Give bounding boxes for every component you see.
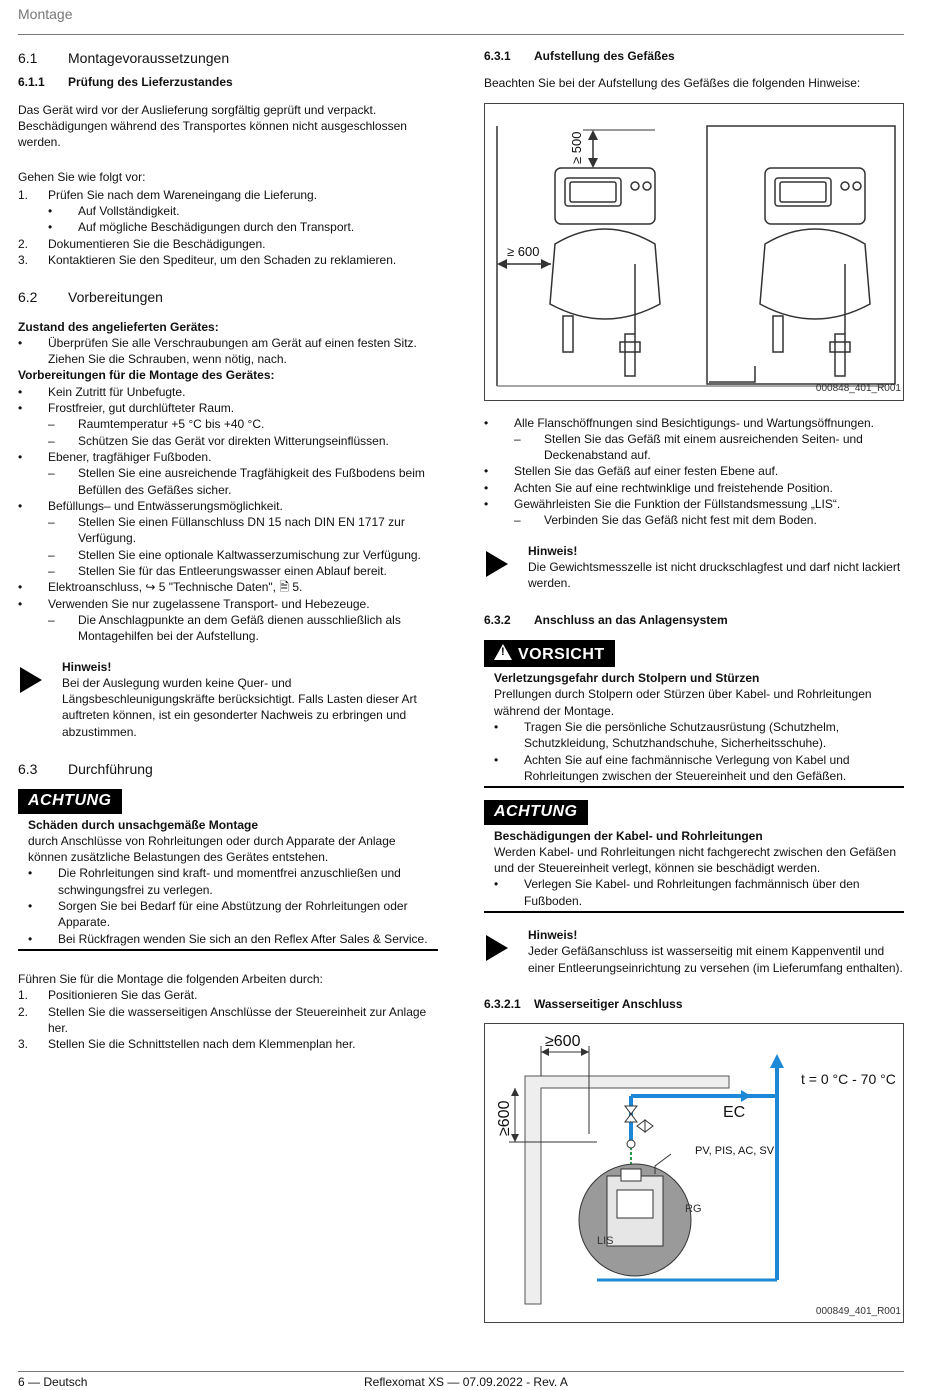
list-item: • Befüllungs– und Entwässerungsmöglichkeit. xyxy=(18,498,283,513)
section-6-2-heading xyxy=(18,289,438,305)
paragraph: Gehen Sie wie folgt vor: xyxy=(18,170,146,185)
footer-page: 6 — Deutsch xyxy=(18,1375,88,1389)
paragraph: Beachten Sie bei der Aufstellung des Gefäßes die folgenden Hinweise: xyxy=(484,76,861,91)
dim-top-label: ≥ 500 xyxy=(569,131,584,164)
caution-text: Prellungen durch Stolpern oder Stürzen über Kabel- und Rohrleitungen während der Montage. xyxy=(494,687,872,718)
hint-box xyxy=(484,543,904,592)
cross-reference-link[interactable]: Elektroanschluss, ↪ 5 "Technische Daten", 🗎 5. xyxy=(48,580,303,595)
header-divider xyxy=(18,34,904,35)
rg-label: RG xyxy=(685,1203,702,1216)
bullet-list xyxy=(484,415,904,431)
sub-list xyxy=(18,203,438,236)
warning-title: Beschädigungen der Kabel- und Rohrleitungen xyxy=(494,828,763,843)
ec-label: EC xyxy=(723,1104,746,1122)
section-title: Montagevoraussetzungen xyxy=(68,50,230,66)
dim-side-label: ≥ 600 xyxy=(507,243,540,259)
figure-vessel-placement xyxy=(484,103,904,401)
list-item: – Schützen Sie das Gerät vor direkten Witterungseinflüssen. xyxy=(48,433,389,448)
steps-list xyxy=(18,987,438,1052)
hint-box xyxy=(484,927,904,976)
hint-text: Bei der Auslegung wurden keine Quer- und Längsbeschleunigungskräfte berücksichtigt. Falls Lasten dieser Art auftreten können, ist ein gesonderter Nachweis zu erbringen und abzustimmen. xyxy=(62,675,417,739)
lis-label: LIS xyxy=(597,1235,614,1248)
section-title: Anschluss an das Anlagensystem xyxy=(534,612,728,627)
hint-title: Hinweis! xyxy=(528,928,578,943)
footer-divider xyxy=(18,1371,904,1372)
list-item: • Achten Sie auf eine fachmännische Verlegung von Kabel und Rohrleitungen zwischen der Steuereinheit und den Gefäßen. xyxy=(494,752,850,783)
subheading: Zustand des angelieferten Gerätes: xyxy=(18,319,219,334)
section-title: Vorbereitungen xyxy=(68,289,163,306)
left-column xyxy=(18,48,438,1052)
section-6-3-2-heading xyxy=(484,612,904,628)
list-item: • Stellen Sie das Gefäß auf einer festen Ebene auf. xyxy=(484,464,779,479)
section-6-3-2-1-heading xyxy=(484,996,904,1012)
footer-doc: Reflexomat XS — 07.09.2022 - Rev. A xyxy=(364,1375,568,1389)
list-item: • Achten Sie auf eine rechtwinklige und freistehende Position. xyxy=(484,480,833,495)
steps-list xyxy=(18,187,438,203)
section-number: 6.3.2 xyxy=(484,612,511,627)
subheading: Vorbereitungen für die Montage des Gerätes: xyxy=(18,368,275,383)
list-item: • Gewährleisten Sie die Funktion der Füllstandsmessung „LIS“. xyxy=(484,497,841,512)
sub-list xyxy=(484,431,904,464)
list-item: – Raumtemperatur +5 °C bis +40 °C. xyxy=(48,417,265,432)
list-item: – Die Anschlagpunkte an dem Gefäß dienen ausschließlich als Montagehilfen bei der Aufstellung. xyxy=(48,612,401,644)
section-number: 6.1.1 xyxy=(18,75,45,90)
hint-title: Hinweis! xyxy=(528,543,578,558)
bullet-list xyxy=(18,449,438,465)
section-number: 6.3 xyxy=(18,760,38,777)
steps-list xyxy=(18,236,438,269)
list-item: 1. Positionieren Sie das Gerät. xyxy=(18,988,198,1003)
list-item: • Elektroanschluss, ↪ 5 "Technische Daten", 🗎 5. xyxy=(18,580,303,595)
section-number: 6.3.1 xyxy=(484,49,511,63)
water-connection-drawing xyxy=(485,1024,903,1322)
list-item: – Stellen Sie einen Füllanschluss DN 15 nach DIN EN 1717 zur Verfügung. xyxy=(48,515,405,546)
warning-text: durch Anschlüsse von Rohrleitungen oder durch Apparate der Anlage können zusätzliche Belastungen des Gerätes entstehen. xyxy=(28,833,396,865)
section-6-3-heading xyxy=(18,761,438,777)
sub-list xyxy=(18,465,438,498)
figure-caption: 000848_401_R001 xyxy=(815,383,901,395)
list-item: 1. Prüfen Sie nach dem Wareneingang die Lieferung. xyxy=(18,187,318,202)
bullet-list xyxy=(18,498,438,514)
connection-label: PV, PIS, AC, SV xyxy=(695,1145,775,1158)
bullet-list xyxy=(484,463,904,512)
list-item: • Verwenden Sie nur zugelassene Transport- und Hebezeuge. xyxy=(18,596,370,611)
warning-box xyxy=(484,800,904,913)
list-item: • Ebener, tragfähiger Fußboden. xyxy=(18,449,212,464)
list-item: – Verbinden Sie das Gefäß nicht fest mit dem Boden. xyxy=(514,513,817,528)
list-item: • Kein Zutritt für Unbefugte. xyxy=(18,384,186,399)
list-item: • Bei Rückfragen wenden Sie sich an den Reflex After Sales & Service. xyxy=(28,931,428,946)
sub-list xyxy=(18,416,438,449)
list-item: • Auf mögliche Beschädigungen durch den Transport. xyxy=(48,220,355,235)
list-item: 3. Stellen Sie die Schnittstellen nach dem Klemmenplan her. xyxy=(18,1037,356,1052)
paragraph: Das Gerät wird vor der Auslieferung sorgfältig geprüft und verpackt. Beschädigungen während des Transportes können nicht ausgeschlossen werden. xyxy=(18,102,407,150)
warning-title: Schäden durch unsachgemäße Montage xyxy=(28,817,259,832)
warning-badge: ACHTUNG xyxy=(484,800,588,824)
hint-box xyxy=(18,659,438,740)
list-item: • Tragen Sie die persönliche Schutzausrüstung (Schutzhelm, Schutzkleidung, Schutzhandschuhe, Sicherheitsschuhe). xyxy=(494,720,840,751)
section-title: Aufstellung des Gefäßes xyxy=(534,49,675,63)
list-item: • Die Rohrleitungen sind kraft- und momentfrei anzuschließen und schwingungsfrei zu verlegen. xyxy=(28,866,401,897)
section-number: 6.1 xyxy=(18,50,38,66)
list-item: 2. Stellen Sie die wasserseitigen Anschlüsse der Steuereinheit zur Anlage her. xyxy=(18,1004,427,1035)
bullet-list xyxy=(494,719,904,784)
sub-list xyxy=(18,612,438,645)
list-item: – Stellen Sie eine ausreichende Tragfähigkeit des Fußbodens beim Befüllen des Gefäßes sicher. xyxy=(48,466,425,497)
hint-text: Die Gewichtsmesszelle ist nicht druckschlagfest und darf nicht lackiert werden. xyxy=(528,559,901,591)
hint-arrow-icon xyxy=(486,935,508,961)
section-6-3-1-heading xyxy=(484,48,904,64)
warning-box xyxy=(18,789,438,951)
hint-arrow-icon xyxy=(20,667,42,693)
section-number: 6.3.2.1 xyxy=(484,996,521,1011)
sub-list xyxy=(18,514,438,579)
hint-text: Jeder Gefäßanschluss ist wasserseitig mit einem Kappenventil und einer Entleerungseinrichtung zu versehen (im Lieferumfang enthalten). xyxy=(528,944,903,975)
hint-arrow-icon xyxy=(486,551,508,577)
figure-water-connection xyxy=(484,1023,904,1323)
section-title: Prüfung des Lieferzustandes xyxy=(68,75,233,90)
right-column xyxy=(484,48,904,1323)
bullet-list xyxy=(18,335,438,368)
section-title: Wasserseitiger Anschluss xyxy=(534,996,683,1011)
caution-badge: ! VORSICHT xyxy=(484,640,615,667)
section-title: Durchführung xyxy=(68,760,153,777)
list-item: – Stellen Sie das Gefäß mit einem ausreichenden Seiten- und Deckenabstand auf. xyxy=(514,431,863,463)
list-item: • Auf Vollständigkeit. xyxy=(48,204,180,219)
bullet-list xyxy=(18,579,438,612)
caution-title: Verletzungsgefahr durch Stolpern und Stürzen xyxy=(494,671,760,686)
list-item: • Frostfreier, gut durchlüfteter Raum. xyxy=(18,401,235,416)
list-item: • Sorgen Sie bei Bedarf für eine Abstützung der Rohrleitungen oder Apparate. xyxy=(28,899,408,930)
warning-body xyxy=(484,828,904,909)
figure-caption: 000849_401_R001 xyxy=(815,1305,901,1317)
warning-triangle-icon: ! xyxy=(494,644,512,660)
section-6-1-heading xyxy=(18,50,438,66)
list-item: 2. Dokumentieren Sie die Beschädigungen. xyxy=(18,236,266,251)
warning-text: Werden Kabel- und Rohrleitungen nicht fachgerecht zwischen den Gefäßen und der Steuereinheit verlegt, können sie beschädigt werden. xyxy=(494,844,897,876)
vessel-placement-drawing xyxy=(485,104,903,400)
list-item: – Stellen Sie für das Entleerungswasser einen Ablauf bereit. xyxy=(48,564,387,579)
list-item: • Alle Flanschöffnungen sind Besichtigungs- und Wartungsöffnungen. xyxy=(484,415,875,430)
sub-list xyxy=(484,512,904,528)
list-item: • Verlegen Sie Kabel- und Rohrleitungen fachmännisch über den Fußboden. xyxy=(494,877,860,908)
warning-body xyxy=(18,817,438,947)
header-section: Montage xyxy=(18,6,73,22)
bullet-list xyxy=(494,876,904,909)
list-item: – Stellen Sie eine optionale Kaltwasserzumischung zur Verfügung. xyxy=(48,547,421,562)
hint-title: Hinweis! xyxy=(62,659,112,674)
list-item: • Überprüfen Sie alle Verschraubungen am Gerät auf einen festen Sitz. Ziehen Sie die Schrauben, wenn nötig, nach. xyxy=(18,335,417,367)
dim-top-label: ≥600 xyxy=(545,1033,581,1051)
dim-side-label: ≥600 xyxy=(496,1100,513,1137)
bullet-list xyxy=(18,384,438,417)
caution-body xyxy=(484,670,904,784)
section-6-1-1-heading xyxy=(18,74,438,90)
paragraph: Führen Sie für die Montage die folgenden Arbeiten durch: xyxy=(18,971,323,986)
temperature-label: t = 0 °C - 70 °C xyxy=(801,1071,896,1088)
caution-box xyxy=(484,640,904,788)
warning-badge: ACHTUNG xyxy=(18,789,122,813)
section-number: 6.2 xyxy=(18,289,38,306)
list-item: 3. Kontaktieren Sie den Spediteur, um den Schaden zu reklamieren. xyxy=(18,252,397,267)
bullet-list xyxy=(28,865,438,946)
